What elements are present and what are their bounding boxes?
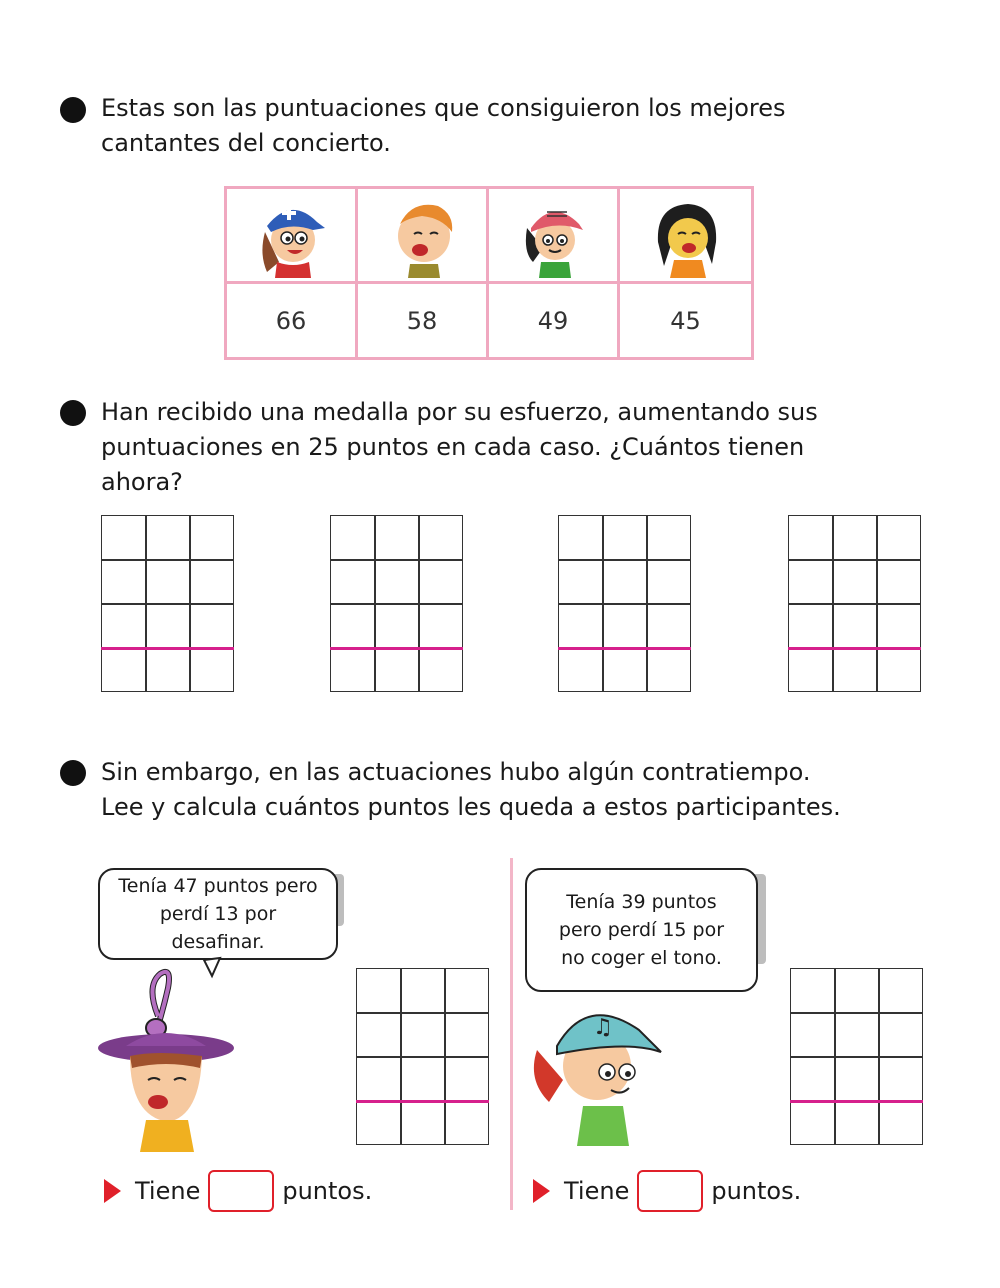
bullet-3 [60,760,86,786]
instruction-2 [101,395,818,500]
svg-text:♫: ♫ [593,1015,613,1040]
singer-4-portrait [620,189,751,284]
instruction-3 [101,755,841,825]
singer-2-portrait [358,189,489,284]
instruction-2-line: Han recibido una medalla por su esfuerzo, aumentando sus [101,398,818,426]
instruction-2-line: puntuaciones en 25 puntos en cada caso. ¿Cuántos tienen [101,433,805,461]
right-answer-row [533,1170,801,1212]
singer-3-icon [513,192,593,278]
left-answer-box[interactable] [208,1170,274,1212]
score-value-3: 49 [537,306,569,335]
singer-cap-icon [527,990,667,1150]
calculation-grid-2[interactable] [330,515,463,692]
singer-1-portrait [227,189,358,284]
score-cell-2 [358,284,489,357]
singer-treble-hat-icon [96,956,246,1152]
singer-2-icon [382,192,462,278]
calculation-grid-right[interactable] [790,968,923,1145]
scores-table [224,186,754,360]
arrow-icon [104,1179,121,1203]
bullet-2 [60,400,86,426]
left-answer-row [104,1170,372,1212]
score-cell-1 [227,284,358,357]
score-cell-3 [489,284,620,357]
arrow-icon [533,1179,550,1203]
score-value-4: 45 [670,306,701,335]
right-answer-prefix: Tiene [564,1177,630,1205]
singer-4-icon [646,192,726,278]
right-answer-suffix: puntos. [711,1177,802,1205]
bullet-1 [60,97,86,123]
instruction-1-line: cantantes del concierto. [101,129,391,157]
left-speech-bubble [98,868,338,960]
instruction-3-line: Sin embargo, en las actuaciones hubo algún contratiempo. [101,758,811,786]
right-bubble-line: Tenía 39 puntos [566,891,717,913]
instruction-1 [101,91,786,161]
instruction-2-line: ahora? [101,468,183,496]
calculation-grid-3[interactable] [558,515,691,692]
right-speech-bubble [525,868,758,992]
instruction-3-line: Lee y calcula cuántos puntos les queda a estos participantes. [101,793,841,821]
left-answer-prefix: Tiene [135,1177,201,1205]
singer-3-portrait [489,189,620,284]
column-divider [510,858,513,1210]
left-bubble-line: Tenía 47 puntos pero [118,875,318,897]
left-bubble-line: perdí 13 por [159,903,277,925]
right-bubble-line: no coger el tono. [561,947,722,969]
left-answer-suffix: puntos. [282,1177,373,1205]
calculation-grid-1[interactable] [101,515,234,692]
right-answer-box[interactable] [637,1170,703,1212]
score-cell-4 [620,284,751,357]
calculation-grid-left[interactable] [356,968,489,1145]
instruction-1-line: Estas son las puntuaciones que consiguieron los mejores [101,94,786,122]
right-bubble-line: pero perdí 15 por [558,919,725,941]
score-value-2: 58 [406,306,438,335]
singer-1-icon [251,192,331,278]
calculation-grid-4[interactable] [788,515,921,692]
left-bubble-line: desafinar. [171,931,265,953]
score-value-1: 66 [275,306,307,335]
